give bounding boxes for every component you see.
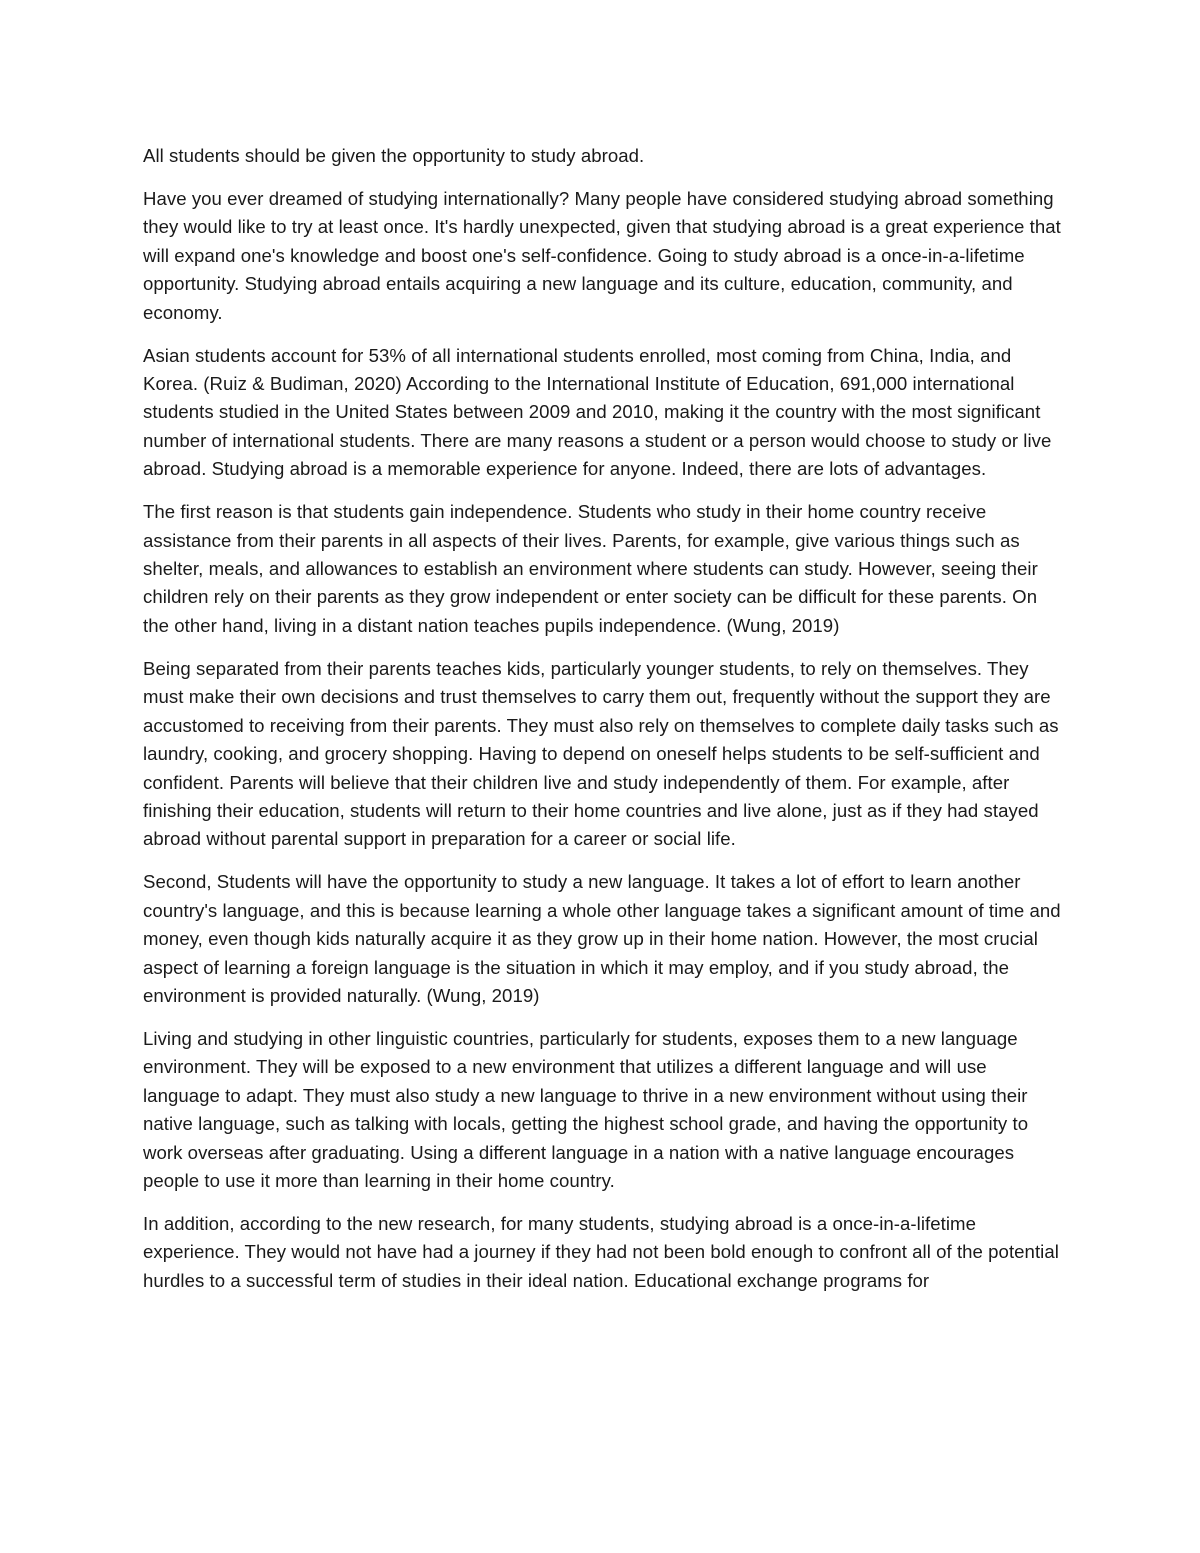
paragraph-self-reliance: Being separated from their parents teaches kids, particularly younger students, to rely on themselves. They must make their own decisions and trust themselves to carry them out, frequently without the support they are accustomed to receiving from their parents. They must also rely on themselves to complete daily tasks such as laundry, cooking, and grocery shopping. Having to depend on oneself helps students to be self-sufficient and confident. Parents will believe that their children live and study independently of them. For example, after finishing their education, students will return to their home countries and live alone, just as if they had stayed abroad without parental support in preparation for a career or social life. [143,657,1059,850]
paragraph-language: Second, Students will have the opportunity to study a new language. It takes a lot of effort to learn another country's language, and this is because learning a whole other language takes a significant amount of time and money, even though kids naturally acquire it as they grow up in their home nation. However, the most crucial aspect of learning a foreign language is the situation in which it may employ, and if you study abroad, the environment is provided naturally. (Wung, 2019) [143,871,1061,1006]
paragraph-statistics: Asian students account for 53% of all international students enrolled, most coming from China, India, and Korea. (Ruiz & Budiman, 2020) According to the International Institute of Education, 691,000 international students studied in the United States between 2009 and 2010, making it the country with the most significant number of international students. There are many reasons a student or a person would choose to study or live abroad. Studying abroad is a memorable experience for anyone. Indeed, there are lots of advantages. [143,344,1052,480]
paragraph-linguistic-environment: Living and studying in other linguistic countries, particularly for students, exposes them to a new language environment. They will be exposed to a new environment that utilizes a different language and will use language to adapt. They must also study a new language to thrive in a new environment without using their native language, such as talking with locals, getting the highest school grade, and having the opportunity to work overseas after graduating. Using a different language in a nation with a native language encourages people to use it more than learning in their home country. [143,1027,1029,1191]
document-body [143,142,1063,1310]
paragraph-introduction: Have you ever dreamed of studying internationally? Many people have considered studying abroad something they would like to try at least once. It's hardly unexpected, given that studying abroad is a great experience that will expand one's knowledge and boost one's self-confidence. Going to study abroad is a once-in-a-lifetime opportunity. Studying abroad entails acquiring a new language and its culture, education, community, and economy. [143,188,1061,323]
paragraph-experience: In addition, according to the new research, for many students, studying abroad is a once-in-a-lifetime experience. They would not have had a journey if they had not been bold enough to confront all of the potential hurdles to a successful term of studies in their ideal nation. Educational exchange programs for [143,1212,1059,1291]
paragraph-independence: The first reason is that students gain independence. Students who study in their home country receive assistance from their parents in all aspects of their lives. Parents, for example, give various things such as shelter, meals, and allowances to establish an environment where students can study. However, seeing their children rely on their parents as they grow independent or enter society can be difficult for these parents. On the other hand, living in a distant nation teaches pupils independence. (Wung, 2019) [143,501,1038,636]
essay-title: All students should be given the opportunity to study abroad. [143,145,645,166]
